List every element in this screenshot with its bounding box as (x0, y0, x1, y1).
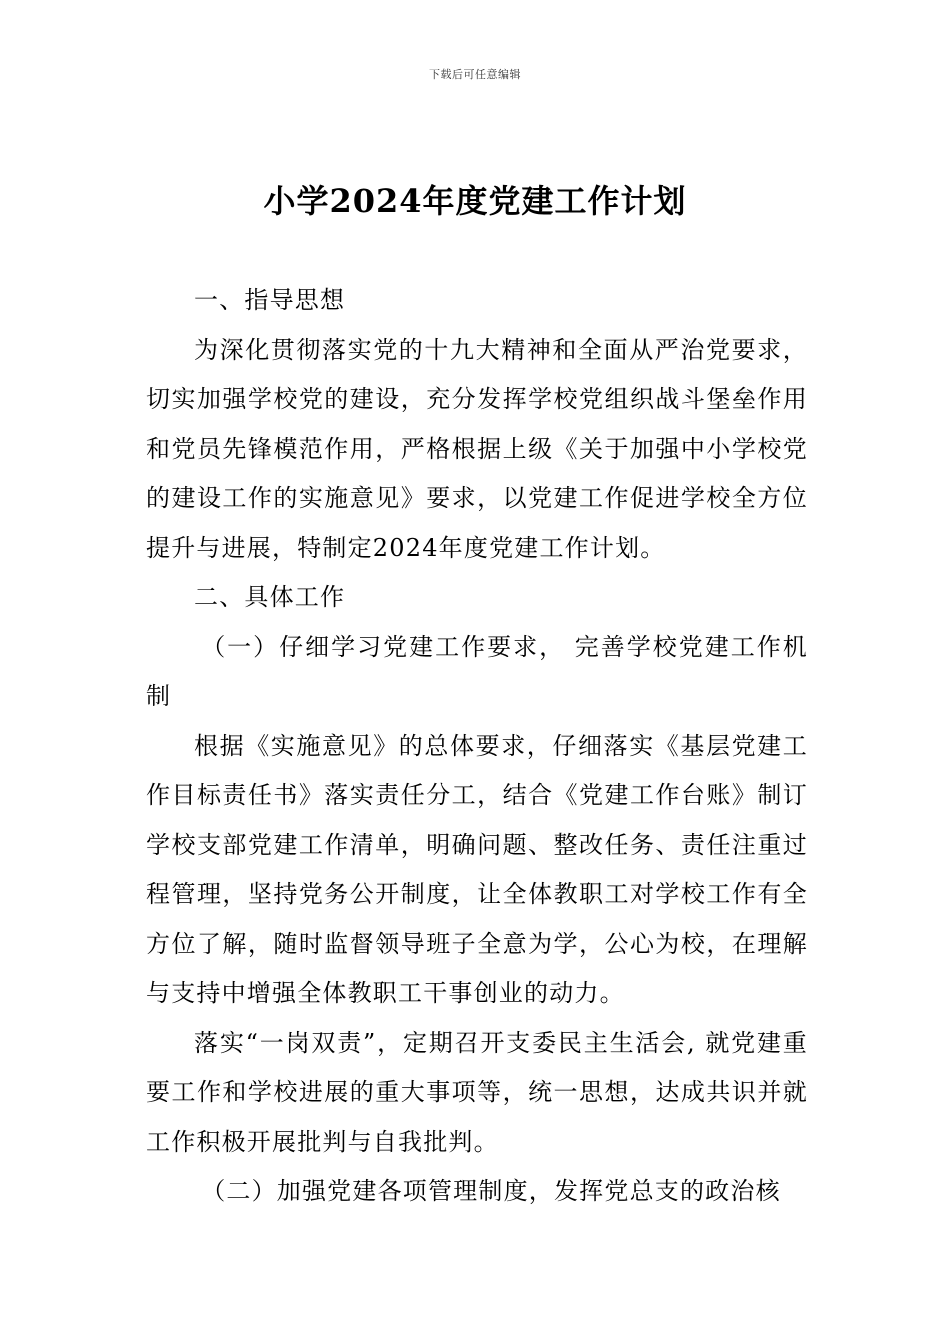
section-heading-specific-work: 二、具体工作 (194, 583, 346, 611)
paragraph-one-post-two-duties: 落实“一岗双责”，定期召开支委民主生活会, 就党建重要工作和学校进展的重大事项等，统一思想，达成共识并就工作积极开展批判与自我批判。 (146, 1028, 808, 1156)
section-heading-guiding-ideology: 一、指导思想 (194, 286, 346, 314)
subsection-heading-1: （一）仔细学习党建工作要求， 完善学校党建工作机制 (146, 632, 808, 710)
header-note: 下载后可任意编辑 (429, 68, 521, 81)
subsection-heading-2: （二）加强党建各项管理制度，发挥党总支的政治核 (201, 1177, 781, 1205)
paragraph-implementation: 根据《实施意见》的总体要求，仔细落实《基层党建工作目标责任书》落实责任分工，结合《党建工作台账》制订学校支部党建工作清单，明确问题、整改任务、责任注重过程管理，坚持党务公开制度，让全体教职工对学校工作有全方位了解，随时监督领导班子全意为学，公心为校，在理解与支持中增强全体教职工干事创业的动力。 (146, 731, 808, 1007)
paragraph-guiding-ideology: 为深化贯彻落实党的十九大精神和全面从严治党要求，切实加强学校党的建设，充分发挥学校党组织战斗堡垒作用和党员先锋模范作用，严格根据上级《关于加强中小学校党的建设工作的实施意见》要求，以党建工作促进学校全方位提升与进展，特制定2024年度党建工作计划。 (146, 335, 808, 562)
document-body (146, 276, 808, 1217)
document-title: 小学2024年度党建工作计划 (263, 182, 687, 220)
